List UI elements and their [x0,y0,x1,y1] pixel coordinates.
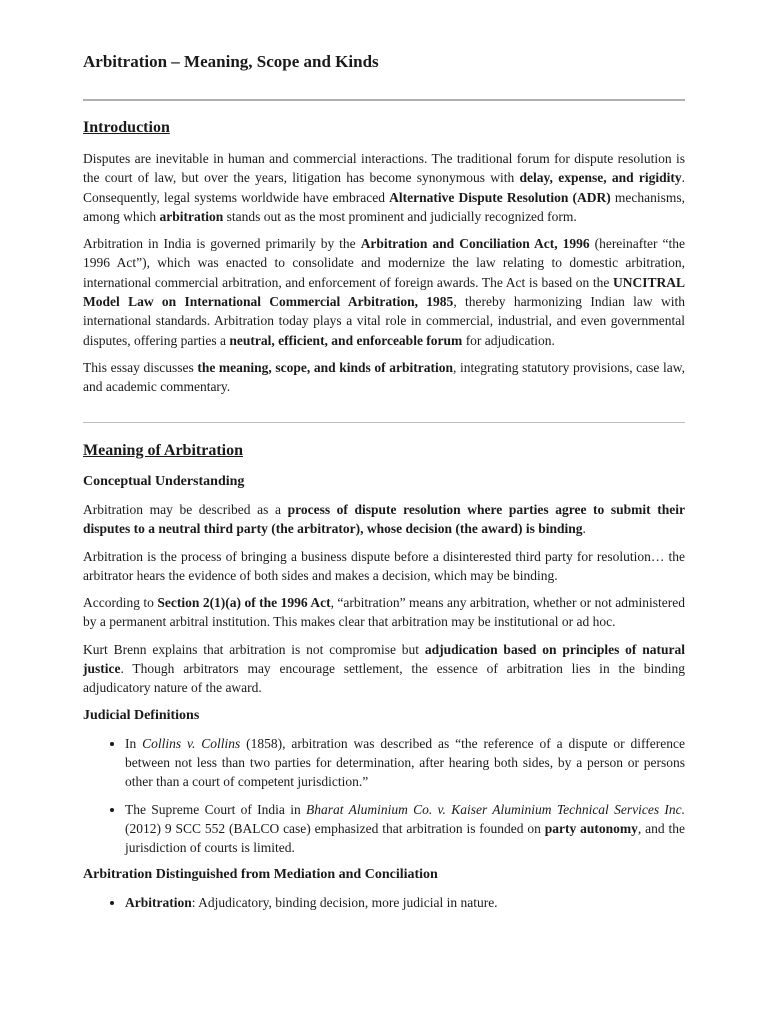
distinguished-heading: Arbitration Distinguished from Mediation and Conciliation [83,867,438,883]
introduction-heading: Introduction [83,119,170,136]
introduction-section [83,117,685,405]
list-item: • Arbitration: Adjudicatory, binding decision, more judicial in nature. [125,893,685,912]
meaning-paragraph-1: Arbitration may be described as a process of dispute resolution where parties agree to submit their disputes to a neutral third party (the arbitrator), whose decision (the award) is binding. [83,502,685,537]
introduction-paragraph-3: This essay discusses the meaning, scope, and kinds of arbitration, integrating statutory provisions, case law, and academic commentary. [83,359,686,395]
introduction-paragraph-2: Arbitration in India is governed primarily by the Arbitration and Conciliation Act, 1996 (hereinafter “the 1996 Act”), which was enacted to consolidate and modernize the law relating to domestic arbitration, international commercial arbitration, and enforcement of foreign awards. The Act is based on the UNCITRAL Model Law on International Commercial Arbitration, 1985, thereby harmonizing Indian law with international standards. Arbitration today plays a vital role in commercial, industrial, and even governmental disputes, offering parties a neutral, efficient, and enforceable forum for adjudication. [83,236,686,348]
meaning-paragraph-4: Kurt Brenn explains that arbitration is not compromise but adjudication based on principles of natural justice. Though arbitrators may encourage settlement, the essence of arbitration lies in the binding adjudicatory nature of the award. [83,641,685,696]
meaning-paragraph-2: Arbitration is the process of bringing a business dispute before a disinterested third party for resolution… the arbitrator hears the evidence of both sides and makes a decision, which may be binding. [83,548,685,583]
judicial-definitions-list [83,734,685,858]
judicial-definitions-heading: Judicial Definitions [83,707,200,723]
conceptual-understanding-heading: Conceptual Understanding [83,474,245,489]
title-divider [83,99,685,101]
meaning-paragraph-3: According to Section 2(1)(a) of the 1996 Act, “arbitration” means any arbitration, whether or not administered by a permanent arbitral institution. This makes clear that arbitration may be institutional or ad hoc. [83,595,685,630]
list-item: • In Collins v. Collins (1858), arbitration was described as “the reference of a dispute or difference between not less than two parties for determination, after hearing both sides, by a person or persons other than a court of competent jurisdiction.” [125,734,685,792]
meaning-section [83,440,685,921]
section-divider [83,422,685,423]
list-item: • The Supreme Court of India in Bharat Aluminium Co. v. Kaiser Aluminium Technical Services Inc. (2012) 9 SCC 552 (BALCO case) emphasized that arbitration is founded on party autonomy, and the jurisdiction of courts is limited. [125,800,685,858]
introduction-paragraph-1: Disputes are inevitable in human and commercial interactions. The traditional forum for dispute resolution is the court of law, but over the years, litigation has become synonymous with delay, expense, and rigidity. Consequently, legal systems worldwide have embraced Alternative Dispute Resolution (ADR) mechanisms, among which arbitration stands out as the most prominent and judicially recognized form. [83,151,685,224]
document-title: Arbitration – Meaning, Scope and Kinds [83,52,379,71]
meaning-heading: Meaning of Arbitration [83,442,243,459]
distinguished-list [83,893,685,912]
